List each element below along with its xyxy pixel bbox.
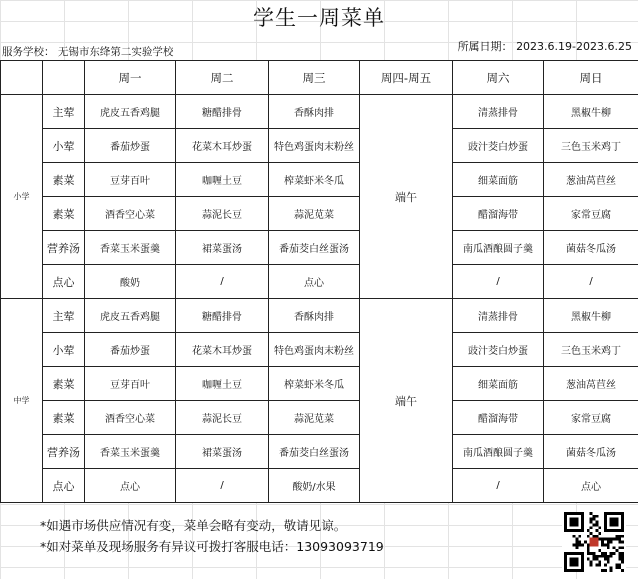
- dish-cell: 榨菜虾米冬瓜: [269, 163, 360, 197]
- dish-cell: 虎皮五香鸡腿: [85, 299, 176, 333]
- qr-module: [598, 563, 601, 566]
- category-cell: 营养汤: [43, 435, 85, 469]
- qr-module: [590, 512, 593, 515]
- category-cell: 素菜: [43, 367, 85, 401]
- qr-module: [590, 526, 593, 529]
- dish-cell: 家常豆腐: [544, 401, 638, 435]
- qr-module: [598, 538, 601, 541]
- qr-module: [587, 529, 590, 532]
- qr-module: [598, 549, 601, 552]
- qr-module: [590, 518, 593, 521]
- dish-cell: 特色鸡蛋肉末粉丝: [269, 333, 360, 367]
- dish-cell: 番茄炒蛋: [85, 129, 176, 163]
- header-category: [43, 61, 85, 95]
- menu-body: [1, 95, 638, 503]
- dish-cell: 醋溜海带: [453, 197, 544, 231]
- header-day: 周二: [176, 61, 269, 95]
- qr-module: [615, 566, 618, 569]
- dish-cell: 特色鸡蛋肉末粉丝: [269, 129, 360, 163]
- dish-cell: /: [453, 469, 544, 503]
- school-info: [2, 44, 173, 59]
- dish-cell: 豆芽百叶: [85, 367, 176, 401]
- qr-module: [607, 541, 610, 544]
- dish-cell: 黑椒牛柳: [544, 299, 638, 333]
- qr-module: [615, 538, 618, 541]
- dish-cell: 花菜木耳炒蛋: [176, 333, 269, 367]
- category-cell: 素菜: [43, 401, 85, 435]
- qr-module: [607, 543, 610, 546]
- qr-module: [604, 555, 607, 558]
- qr-module: [601, 543, 604, 546]
- qr-module: [618, 555, 621, 558]
- dish-cell: 葱油莴苣丝: [544, 367, 638, 401]
- dish-cell: 南瓜酒酿圆子羹: [453, 231, 544, 265]
- qr-module: [575, 541, 578, 544]
- qr-module: [604, 569, 607, 572]
- dish-cell: 番茄炒蛋: [85, 333, 176, 367]
- qr-module: [575, 546, 578, 549]
- qr-module: [573, 535, 576, 538]
- dish-cell: 菌菇冬瓜汤: [544, 435, 638, 469]
- qr-module: [621, 546, 624, 549]
- qr-module: [604, 538, 607, 541]
- category-cell: 点心: [43, 265, 85, 299]
- header-day: 周一: [85, 61, 176, 95]
- qr-module: [593, 518, 596, 521]
- qr-module: [587, 535, 590, 538]
- category-cell: 主荤: [43, 95, 85, 129]
- menu-row: [1, 435, 638, 469]
- qr-module: [590, 521, 593, 524]
- dish-cell: 香菜玉米蛋羹: [85, 231, 176, 265]
- menu-row: [1, 469, 638, 503]
- qr-module: [613, 552, 616, 555]
- dish-cell: 榨菜虾米冬瓜: [269, 367, 360, 401]
- note-line: *如遇市场供应情况有变，菜单会略有变动，敬请见谅。: [40, 518, 347, 533]
- school-label: 服务学校：: [2, 46, 55, 58]
- qr-module: [595, 521, 598, 524]
- qr-module: [593, 535, 596, 538]
- weekly-menu-table: [0, 60, 638, 503]
- qr-module: [590, 538, 599, 547]
- qr-module: [598, 561, 601, 564]
- qr-module: [604, 543, 607, 546]
- qr-module: [613, 538, 616, 541]
- dish-cell: 咖喱土豆: [176, 163, 269, 197]
- qr-module: [621, 558, 624, 561]
- dish-cell: 香菜玉米蛋羹: [85, 435, 176, 469]
- menu-row: [1, 401, 638, 435]
- qr-module: [587, 558, 590, 561]
- qr-module: [610, 569, 613, 572]
- menu-row: [1, 129, 638, 163]
- holiday-cell: 端午: [360, 299, 453, 503]
- qr-module: [601, 541, 604, 544]
- category-cell: 营养汤: [43, 231, 85, 265]
- qr-module: [621, 552, 624, 555]
- dish-cell: 番茄茭白丝蛋汤: [269, 231, 360, 265]
- dish-cell: 咖喱土豆: [176, 367, 269, 401]
- date-info: [458, 38, 632, 54]
- dish-cell: 酒香空心菜: [85, 401, 176, 435]
- qr-module: [618, 563, 621, 566]
- qr-module: [573, 543, 576, 546]
- category-cell: 点心: [43, 469, 85, 503]
- school-name: 无锡市东绛第二实验学校: [57, 46, 174, 58]
- header-row: [1, 61, 638, 95]
- qr-module: [610, 552, 613, 555]
- dish-cell: 三色玉米鸡丁: [544, 129, 638, 163]
- dish-cell: 细菜面筋: [453, 367, 544, 401]
- dish-cell: 黑椒牛柳: [544, 95, 638, 129]
- dish-cell: /: [176, 265, 269, 299]
- qr-module: [618, 566, 621, 569]
- header-day: 周四-周五: [360, 61, 453, 95]
- dish-cell: 点心: [544, 469, 638, 503]
- dish-cell: 豉汁茭白炒蛋: [453, 129, 544, 163]
- notes: [40, 515, 384, 557]
- qr-module: [618, 558, 621, 561]
- dish-cell: 糖醋排骨: [176, 299, 269, 333]
- menu-row: [1, 231, 638, 265]
- qr-module: [618, 546, 621, 549]
- qr-module: [610, 555, 613, 558]
- holiday-cell: 端午: [360, 95, 453, 299]
- category-cell: 小荤: [43, 333, 85, 367]
- qr-module: [584, 541, 587, 544]
- qr-module: [601, 538, 604, 541]
- qr-module: [604, 558, 607, 561]
- qr-module: [581, 543, 584, 546]
- qr-module: [601, 552, 604, 555]
- dish-cell: 裙菜蛋汤: [176, 435, 269, 469]
- qr-module: [590, 563, 593, 566]
- qr-module: [598, 532, 601, 535]
- qr-module: [621, 541, 624, 544]
- header-day: 周六: [453, 61, 544, 95]
- menu-row: [1, 197, 638, 231]
- category-cell: 主荤: [43, 299, 85, 333]
- qr-module: [575, 538, 578, 541]
- dish-cell: 三色玉米鸡丁: [544, 333, 638, 367]
- qr-module: [618, 552, 621, 555]
- qr-module: [607, 538, 610, 541]
- dish-cell: 花菜木耳炒蛋: [176, 129, 269, 163]
- qr-module: [607, 555, 610, 558]
- qr-module: [604, 563, 607, 566]
- qr-module: [621, 535, 624, 538]
- menu-row: [1, 163, 638, 197]
- qr-module: [595, 523, 598, 526]
- dish-cell: 酒香空心菜: [85, 197, 176, 231]
- qr-module: [618, 541, 621, 544]
- dish-cell: 醋溜海带: [453, 401, 544, 435]
- qr-module: [621, 555, 624, 558]
- dish-cell: /: [176, 469, 269, 503]
- qr-module: [587, 546, 590, 549]
- qr-module: [618, 538, 621, 541]
- date-range: 2023.6.19-2023.6.25: [516, 40, 632, 53]
- qr-module: [587, 552, 590, 555]
- dish-cell: 番茄茭白丝蛋汤: [269, 435, 360, 469]
- dish-cell: 清蒸排骨: [453, 299, 544, 333]
- qr-module: [621, 569, 624, 572]
- qr-module: [607, 558, 610, 561]
- qr-module: [595, 535, 598, 538]
- dish-cell: 细菜面筋: [453, 163, 544, 197]
- qr-module: [590, 561, 593, 564]
- qr-module: [601, 569, 604, 572]
- header-day: 周三: [269, 61, 360, 95]
- qr-module: [615, 535, 618, 538]
- qr-module: [610, 566, 613, 569]
- qr-module: [595, 529, 598, 532]
- menu-row: [1, 333, 638, 367]
- qr-module: [595, 555, 598, 558]
- qr-code-icon: [562, 512, 626, 572]
- dish-cell: 菌菇冬瓜汤: [544, 231, 638, 265]
- page-title: 学生一周菜单: [253, 6, 385, 30]
- qr-module: [593, 552, 596, 555]
- qr-module: [621, 561, 624, 564]
- menu-row: [1, 299, 638, 333]
- date-label: 所属日期：: [457, 40, 513, 53]
- dish-cell: /: [544, 265, 638, 299]
- qr-module: [570, 558, 579, 567]
- dish-cell: 蒜泥苋菜: [269, 197, 360, 231]
- qr-module: [587, 549, 590, 552]
- dish-cell: 香酥肉排: [269, 95, 360, 129]
- category-cell: 素菜: [43, 197, 85, 231]
- dish-cell: 蒜泥苋菜: [269, 401, 360, 435]
- qr-module: [587, 543, 590, 546]
- group-label: 中学: [1, 299, 43, 503]
- dish-cell: 葱油莴苣丝: [544, 163, 638, 197]
- qr-module: [595, 558, 598, 561]
- qr-module: [593, 515, 596, 518]
- category-cell: 素菜: [43, 163, 85, 197]
- qr-module: [593, 523, 596, 526]
- qr-module: [578, 535, 581, 538]
- menu-row: [1, 265, 638, 299]
- menu-row: [1, 95, 638, 129]
- dish-cell: 酸奶: [85, 265, 176, 299]
- header-day: 周日: [544, 61, 638, 95]
- dish-cell: 点心: [85, 469, 176, 503]
- qr-module: [593, 555, 596, 558]
- qr-module: [578, 543, 581, 546]
- qr-module: [604, 552, 607, 555]
- qr-module: [607, 561, 610, 564]
- qr-module: [595, 515, 598, 518]
- qr-module: [595, 563, 598, 566]
- qr-module: [607, 546, 610, 549]
- dish-cell: 蒜泥长豆: [176, 197, 269, 231]
- dish-cell: 豆芽百叶: [85, 163, 176, 197]
- dish-cell: 蒜泥长豆: [176, 401, 269, 435]
- qr-module: [615, 563, 618, 566]
- qr-module: [590, 552, 593, 555]
- qr-module: [613, 546, 616, 549]
- qr-module: [593, 558, 596, 561]
- qr-module: [610, 538, 613, 541]
- dish-cell: 清蒸排骨: [453, 95, 544, 129]
- qr-module: [610, 518, 619, 527]
- qr-module: [575, 543, 578, 546]
- qr-module: [601, 555, 604, 558]
- dish-cell: 南瓜酒酿圆子羹: [453, 435, 544, 469]
- dish-cell: 家常豆腐: [544, 197, 638, 231]
- qr-module: [570, 518, 579, 527]
- group-label: 小学: [1, 95, 43, 299]
- dish-cell: 裙菜蛋汤: [176, 231, 269, 265]
- note-line: *如对菜单及现场服务有异议可拨打客服电话：13093093719: [40, 539, 384, 554]
- dish-cell: 酸奶/水果: [269, 469, 360, 503]
- qr-module: [610, 541, 613, 544]
- qr-module: [615, 549, 618, 552]
- menu-row: [1, 367, 638, 401]
- dish-cell: 糖醋排骨: [176, 95, 269, 129]
- dish-cell: 香酥肉排: [269, 299, 360, 333]
- qr-module: [618, 535, 621, 538]
- dish-cell: 豉汁茭白炒蛋: [453, 333, 544, 367]
- qr-module: [598, 555, 601, 558]
- qr-module: [590, 532, 593, 535]
- qr-module: [598, 526, 601, 529]
- dish-cell: 点心: [269, 265, 360, 299]
- qr-module: [578, 541, 581, 544]
- dish-cell: 虎皮五香鸡腿: [85, 95, 176, 129]
- category-cell: 小荤: [43, 129, 85, 163]
- dish-cell: /: [453, 265, 544, 299]
- header-corner: [1, 61, 43, 95]
